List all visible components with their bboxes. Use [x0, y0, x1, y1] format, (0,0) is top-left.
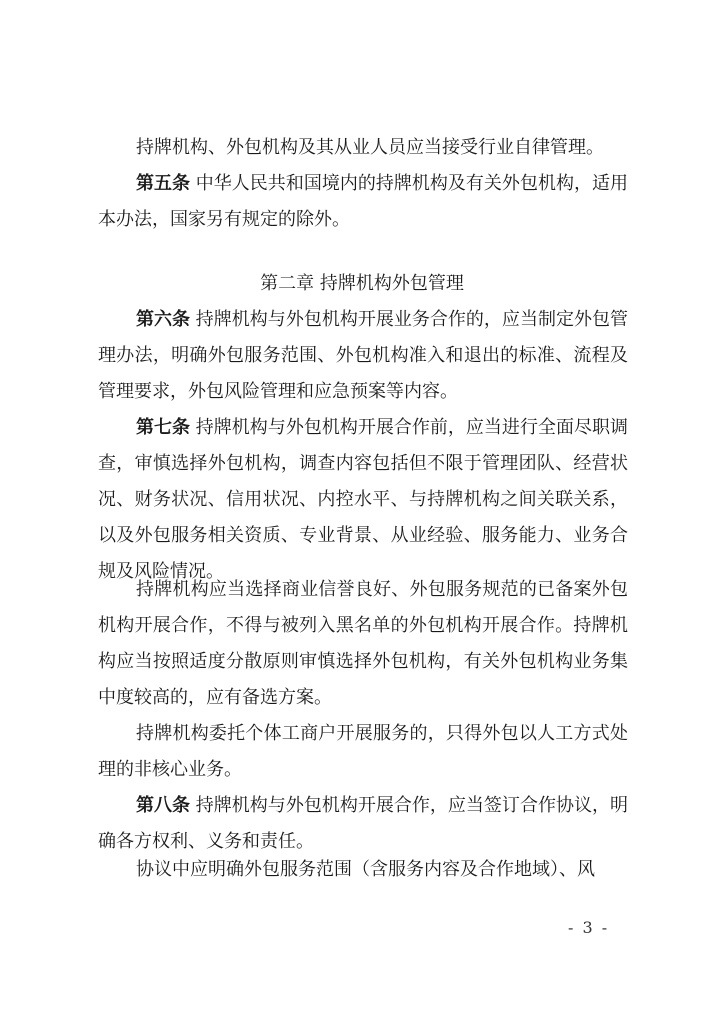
article-label: 第六条 [136, 309, 191, 330]
article-text: 持牌机构与外包机构开展合作前，应当进行全面尽职调查，审慎选择外包机构，调查内容包括但不限于管理团队、经营状况、财务状况、信用状况、内控水平、与持牌机构之间关联关系，以及外包服务相关资质、专业背景、从业经验、服务能力、业务合规及风险情况。 [98, 417, 628, 582]
article-text: 持牌机构与外包机构开展合作，应当签订合作协议，明确各方权利、义务和责任。 [98, 795, 628, 852]
article-5 [98, 166, 628, 238]
article-label: 第七条 [136, 417, 191, 438]
paragraph-agreement [98, 852, 628, 888]
article-7 [98, 410, 628, 590]
article-label: 第八条 [136, 795, 191, 816]
article-8 [98, 788, 628, 860]
page-number: - 3 - [568, 918, 610, 937]
paragraph-text: 持牌机构、外包机构及其从业人员应当接受行业自律管理。 [136, 137, 604, 158]
paragraph-individual [98, 716, 628, 788]
paragraph-text: 持牌机构委托个体工商户开展服务的，只得外包以人工方式处理的非核心业务。 [98, 723, 628, 780]
article-6 [98, 302, 628, 410]
chapter-heading: 第二章 持牌机构外包管理 [260, 273, 464, 294]
article-text: 中华人民共和国境内的持牌机构及有关外包机构，适用本办法，国家另有规定的除外。 [98, 173, 628, 230]
paragraph-text: 协议中应明确外包服务范围（含服务内容及合作地域）、风 [136, 859, 595, 880]
paragraph-self-regulation [98, 130, 628, 166]
paragraph-text: 持牌机构应当选择商业信誉良好、外包服务规范的已备案外包机构开展合作，不得与被列入黑名单的外包机构开展合作。持牌机构应当按照适度分散原则审慎选择外包机构，有关外包机构业务集中度较高的，应有备选方案。 [98, 579, 628, 708]
article-text: 持牌机构与外包机构开展业务合作的，应当制定外包管理办法，明确外包服务范围、外包机构准入和退出的标准、流程及管理要求，外包风险管理和应急预案等内容。 [98, 309, 628, 402]
article-label: 第五条 [136, 173, 191, 194]
paragraph-selection [98, 572, 628, 716]
